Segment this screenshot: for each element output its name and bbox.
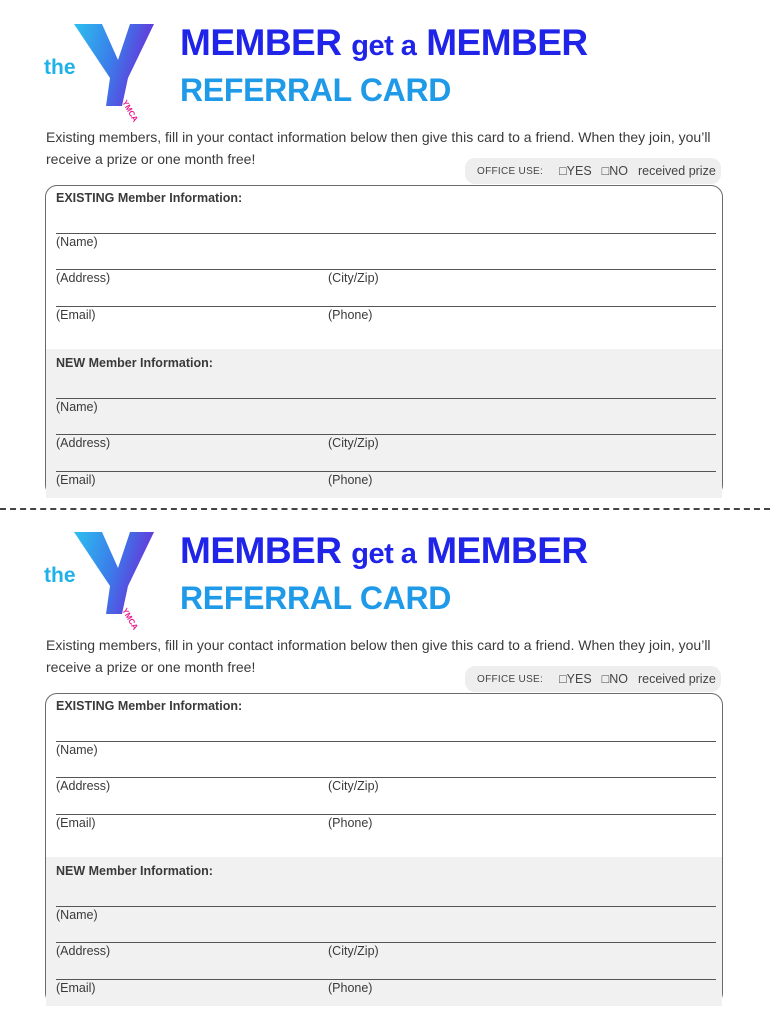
- existing-cityzip-label: (City/Zip): [328, 271, 379, 285]
- title-member: MEMBER: [180, 530, 342, 571]
- new-name-label: (Name): [56, 400, 98, 414]
- logo-the-text: the: [44, 56, 76, 79]
- existing-name-field[interactable]: [56, 741, 716, 742]
- new-cityzip-label: (City/Zip): [328, 436, 379, 450]
- new-member-band: [46, 857, 722, 1006]
- existing-address-field[interactable]: [56, 269, 716, 270]
- title-line-1: [180, 22, 588, 64]
- ymca-logo: [42, 18, 160, 124]
- subtitle: REFERRAL CARD: [180, 580, 452, 616]
- new-heading: NEW Member Information:: [56, 864, 213, 878]
- y-logo-icon: [72, 18, 158, 124]
- existing-phone-label: (Phone): [328, 816, 373, 830]
- existing-address-field[interactable]: [56, 777, 716, 778]
- existing-name-label: (Name): [56, 235, 98, 249]
- form-box: [45, 185, 723, 497]
- new-email-label: (Email): [56, 981, 96, 995]
- title-line-1: [180, 530, 588, 572]
- office-use-label: OFFICE USE:: [477, 673, 544, 685]
- new-email-label: (Email): [56, 473, 96, 487]
- referral-card-2: [0, 508, 770, 1008]
- office-no-checkbox[interactable]: □NO: [601, 164, 628, 178]
- logo-the-text: the: [44, 564, 76, 587]
- title-member-2: MEMBER: [426, 22, 588, 63]
- new-phone-label: (Phone): [328, 473, 373, 487]
- office-received-prize: received prize: [637, 164, 716, 178]
- office-use-box: [465, 158, 721, 184]
- new-email-field[interactable]: [56, 979, 716, 980]
- ymca-logo: [42, 526, 160, 632]
- existing-cityzip-label: (City/Zip): [328, 779, 379, 793]
- referral-card-1: [0, 0, 770, 500]
- existing-email-label: (Email): [56, 308, 96, 322]
- form-box: [45, 693, 723, 1005]
- existing-name-field[interactable]: [56, 233, 716, 234]
- existing-email-field[interactable]: [56, 306, 716, 307]
- new-phone-label: (Phone): [328, 981, 373, 995]
- new-cityzip-label: (City/Zip): [328, 944, 379, 958]
- y-logo-icon: [72, 526, 158, 632]
- existing-email-field[interactable]: [56, 814, 716, 815]
- office-received-prize: received prize: [637, 672, 716, 686]
- office-yes-checkbox[interactable]: □YES: [559, 164, 592, 178]
- title-get-a: get a: [351, 30, 417, 62]
- existing-address-label: (Address): [56, 271, 111, 285]
- logo-ymca-text: YMCA: [120, 606, 140, 632]
- new-member-band: [46, 349, 722, 498]
- existing-name-label: (Name): [56, 743, 98, 757]
- new-address-label: (Address): [56, 436, 111, 450]
- existing-heading: EXISTING Member Information:: [56, 191, 243, 205]
- existing-heading: EXISTING Member Information:: [56, 699, 243, 713]
- new-email-field[interactable]: [56, 471, 716, 472]
- new-name-label: (Name): [56, 908, 98, 922]
- office-use-box: [465, 666, 721, 692]
- logo-ymca-text: YMCA: [120, 98, 140, 124]
- new-name-field[interactable]: [56, 906, 716, 907]
- existing-phone-label: (Phone): [328, 308, 373, 322]
- existing-email-label: (Email): [56, 816, 96, 830]
- title-member: MEMBER: [180, 22, 342, 63]
- office-yes-checkbox[interactable]: □YES: [559, 672, 592, 686]
- office-no-checkbox[interactable]: □NO: [601, 672, 628, 686]
- intro-text: Existing members, fill in your contact information below then give this card to a friend. When they join, you’ll receive a prize or one month free!: [46, 129, 711, 167]
- new-address-label: (Address): [56, 944, 111, 958]
- new-address-field[interactable]: [56, 942, 716, 943]
- intro-text: Existing members, fill in your contact information below then give this card to a friend. When they join, you’ll receive a prize or one month free!: [46, 637, 711, 675]
- office-use-label: OFFICE USE:: [477, 165, 544, 177]
- new-name-field[interactable]: [56, 398, 716, 399]
- title-get-a: get a: [351, 538, 417, 570]
- title-member-2: MEMBER: [426, 530, 588, 571]
- existing-address-label: (Address): [56, 779, 111, 793]
- new-address-field[interactable]: [56, 434, 716, 435]
- new-heading: NEW Member Information:: [56, 356, 213, 370]
- subtitle: REFERRAL CARD: [180, 72, 452, 108]
